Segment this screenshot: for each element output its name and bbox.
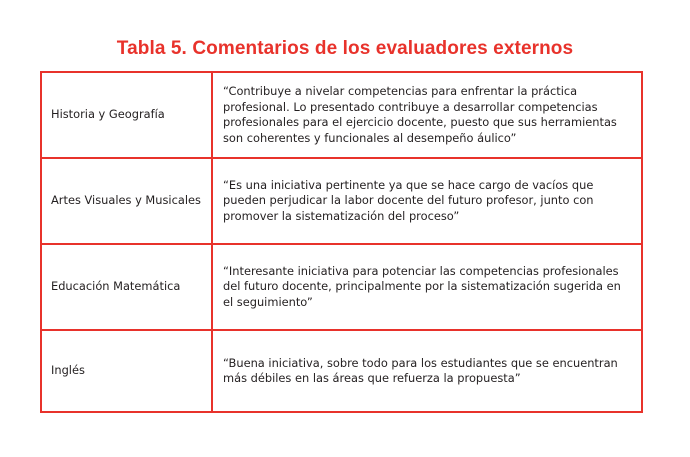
evaluator-comments-table (40, 71, 643, 413)
table-cell-area: Historia y Geografía (42, 73, 213, 159)
table-cell-comment: “Buena iniciativa, sobre todo para los estudiantes que se encuentran más débiles en las áreas que refuerza la propuesta” (223, 355, 618, 385)
table-title: Tabla 5. Comentarios de los evaluadores externos (116, 38, 574, 59)
table-cell-comment: “Es una iniciativa pertinente ya que se hace cargo de vacíos que pueden perjudicar la labor docente del futuro profesor, junto con promover la sistematización del proceso” (213, 159, 641, 245)
table-cell-area: Educación Matemática (42, 245, 213, 331)
table-cell-comment: “Interesante iniciativa para potenciar las competencias profesionales del futuro docente, principalmente por la sistematización sugerida en el seguimiento” (213, 245, 641, 331)
table-cell-area: Artes Visuales y Musicales (42, 159, 213, 245)
table-cell-area: Inglés (42, 331, 213, 411)
table-cell-comment: “Contribuye a nivelar competencias para enfrentar la práctica profesional. Lo presentado contribuye a desarrollar competencias profesionales para el ejercicio docente, puesto que sus herramientas son coherentes y funcionales al desempeño áulico” (213, 73, 641, 159)
